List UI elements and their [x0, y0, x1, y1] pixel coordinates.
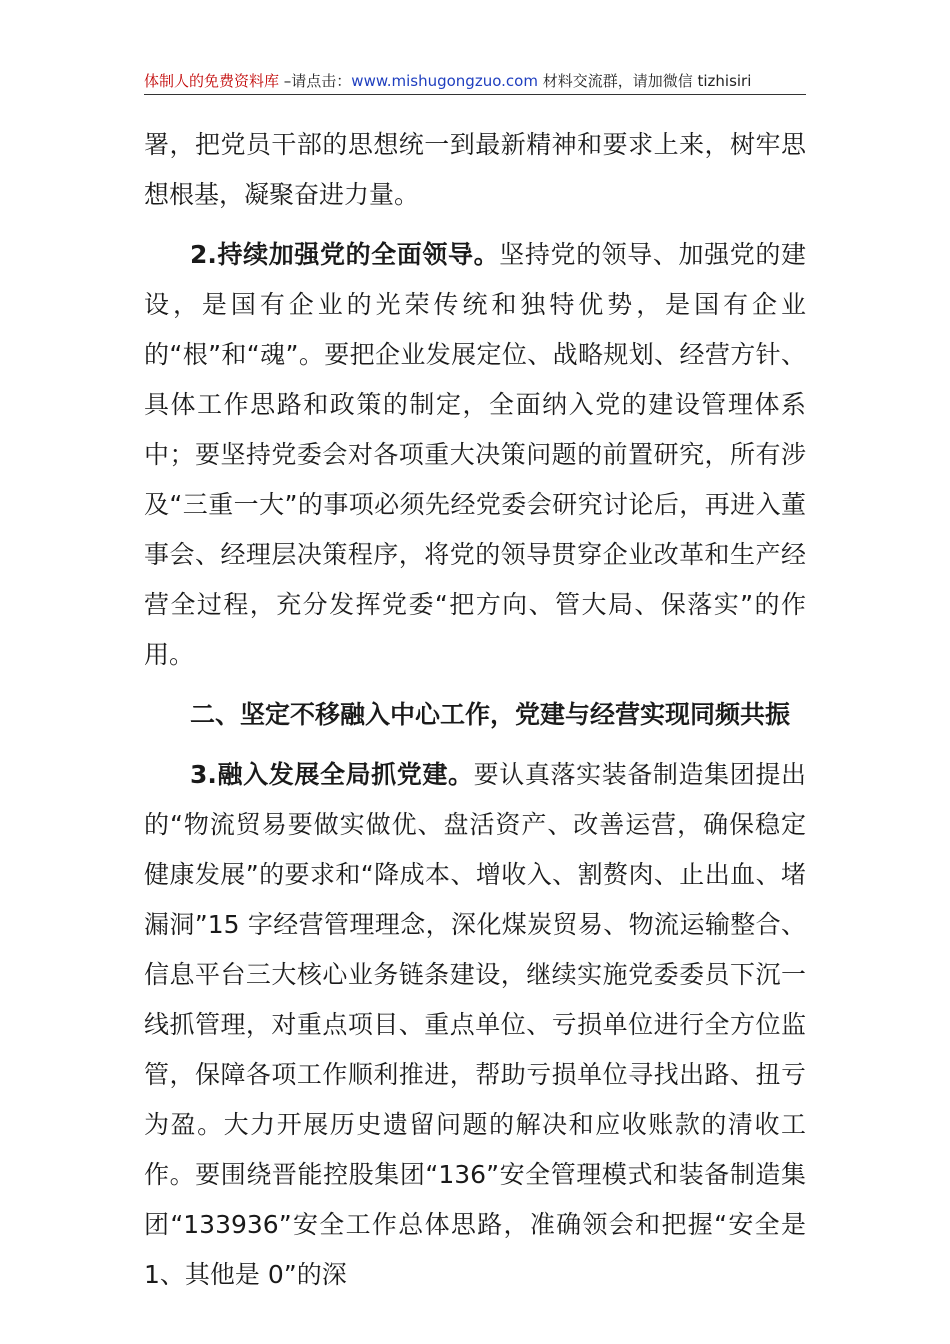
header-wechat-note: 材料交流群，请加微信 tizhisiri — [537, 72, 752, 90]
section-heading: 二、坚定不移融入中心工作，党建与经营实现同频共振 — [190, 700, 791, 729]
page-header — [144, 68, 806, 95]
header-click-prompt: –请点击： — [279, 72, 352, 90]
header-library-name: 体制人的免费资料库 — [144, 72, 280, 90]
paragraph-3 — [144, 750, 806, 1300]
paragraph-2-lead: 2.持续加强党的全面领导。 — [190, 240, 500, 269]
paragraph-continued: 署，把党员干部的思想统一到最新精神和要求上来，树牢思想根基，凝聚奋进力量。 — [144, 130, 806, 209]
paragraph-3-lead: 3.融入发展全局抓党建。 — [190, 760, 474, 789]
paragraph-2 — [144, 230, 806, 680]
document-body — [144, 120, 806, 1300]
header-url-link[interactable]: www.mishugongzuo.com — [351, 72, 538, 90]
paragraph-2-text: 坚持党的领导、加强党的建设，是国有企业的光荣传统和独特优势，是国有企业的“根”和“魂”。要把企业发展定位、战略规划、经营方针、具体工作思路和政策的制定，全面纳入党的建设管理体系中；要坚持党委会对各项重大决策问题的前置研究，所有涉及“三重一大”的事项必须先经党委会研究讨论后，再进入董事会、经理层决策程序，将党的领导贯穿企业改革和生产经营全过程，充分发挥党委“把方向、管大局、保落实”的作用。 — [144, 240, 806, 669]
paragraph-3-text: 要认真落实装备制造集团提出的“物流贸易要做实做优、盘活资产、改善运营，确保稳定健康发展”的要求和“降成本、增收入、割赘肉、止出血、堵漏洞”15 字经营管理理念，深化煤炭贸易、物流运输整合、信息平台三大核心业务链条建设，继续实施党委委员下沉一线抓管理，对重点项目、重点单位、亏损单位进行全方位监管，保障各项工作顺利推进，帮助亏损单位寻找出路、扭亏为盈。大力开展历史遗留问题的解决和应收账款的清收工作。要围绕晋能控股集团“136”安全管理模式和装备制造集团“133936”安全工作总体思路，准确领会和把握“安全是 1、其他是 0”的深 — [144, 760, 806, 1289]
